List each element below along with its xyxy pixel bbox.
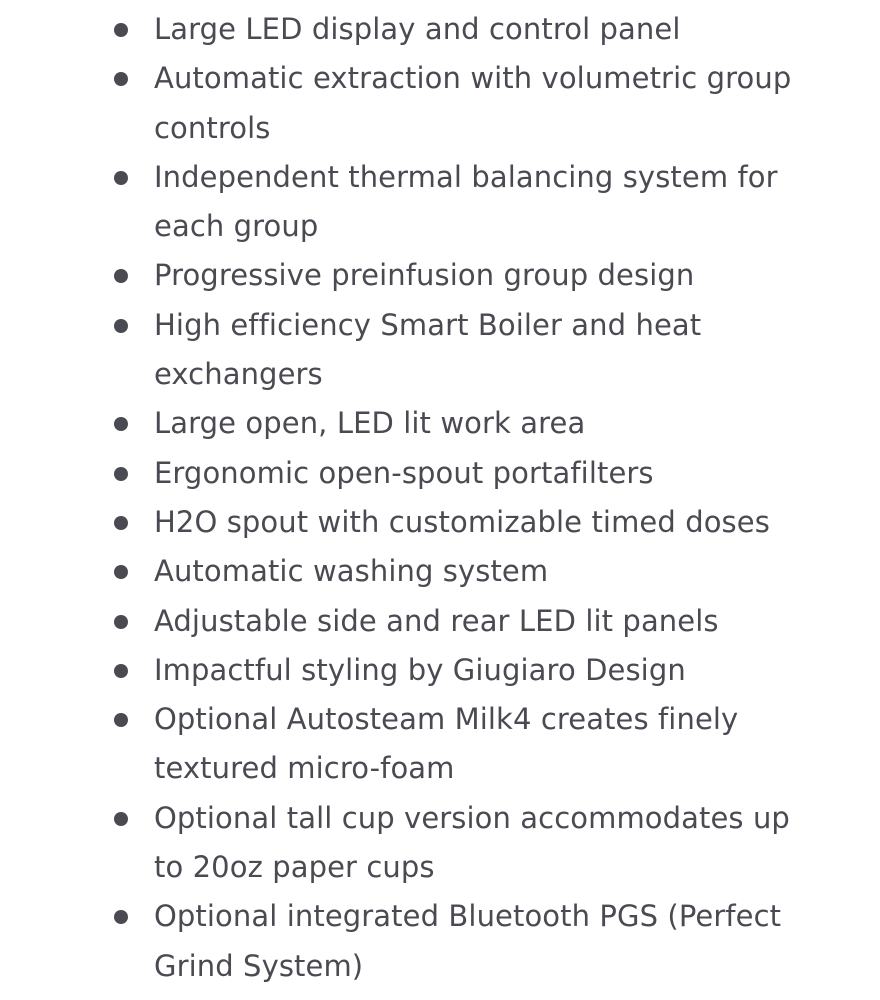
list-item-text: Automatic extraction with volumetric group controls bbox=[154, 61, 792, 145]
bullet-icon bbox=[114, 565, 128, 579]
bullet-icon bbox=[114, 72, 128, 86]
list-item bbox=[0, 695, 814, 794]
list-item bbox=[0, 54, 814, 153]
list-item-text: Independent thermal balancing system for each group bbox=[154, 159, 778, 244]
list-item-text: Progressive preinfusion group design bbox=[154, 258, 695, 293]
bullet-icon bbox=[114, 910, 128, 924]
list-item bbox=[0, 449, 814, 498]
list-item-text: Adjustable side and rear LED lit panels bbox=[154, 603, 719, 638]
list-item bbox=[0, 153, 814, 252]
list-item bbox=[0, 498, 814, 547]
bullet-icon bbox=[114, 467, 128, 481]
list-item bbox=[0, 892, 814, 991]
list-item-text: Large LED display and control panel bbox=[154, 12, 681, 46]
list-item-text: H2O spout with customizable timed doses bbox=[154, 504, 770, 539]
bullet-icon bbox=[114, 664, 128, 678]
bullet-icon bbox=[114, 417, 128, 431]
list-item bbox=[0, 301, 814, 400]
list-item bbox=[0, 547, 814, 596]
list-item bbox=[0, 597, 814, 646]
bullet-icon bbox=[114, 269, 128, 283]
bullet-icon bbox=[114, 615, 128, 629]
list-item bbox=[0, 399, 814, 448]
list-item bbox=[0, 794, 814, 893]
list-item-text: Ergonomic open-spout portafilters bbox=[154, 455, 654, 490]
bullet-icon bbox=[114, 713, 128, 727]
bullet-icon bbox=[114, 319, 128, 333]
list-item-text: Optional integrated Bluetooth PGS (Perfect Grind System) bbox=[154, 899, 782, 983]
bullet-icon bbox=[114, 516, 128, 530]
list-item-text: Impactful styling by Giugiaro Design bbox=[154, 652, 686, 687]
list-item-text: Optional tall cup version accommodates up to 20oz paper cups bbox=[154, 800, 790, 885]
list-item-text: High efficiency Smart Boiler and heat exchangers bbox=[154, 307, 702, 392]
list-item bbox=[0, 5, 814, 54]
list-item bbox=[0, 251, 814, 300]
bullet-icon bbox=[114, 23, 128, 37]
feature-list bbox=[0, 5, 880, 991]
bullet-icon bbox=[114, 812, 128, 826]
bullet-icon bbox=[114, 171, 128, 185]
list-item-text: Optional Autosteam Milk4 creates finely textured micro-foam bbox=[154, 702, 739, 786]
list-item-text: Large open, LED lit work area bbox=[154, 406, 586, 441]
list-item bbox=[0, 646, 814, 695]
list-item-text: Automatic washing system bbox=[154, 554, 549, 589]
